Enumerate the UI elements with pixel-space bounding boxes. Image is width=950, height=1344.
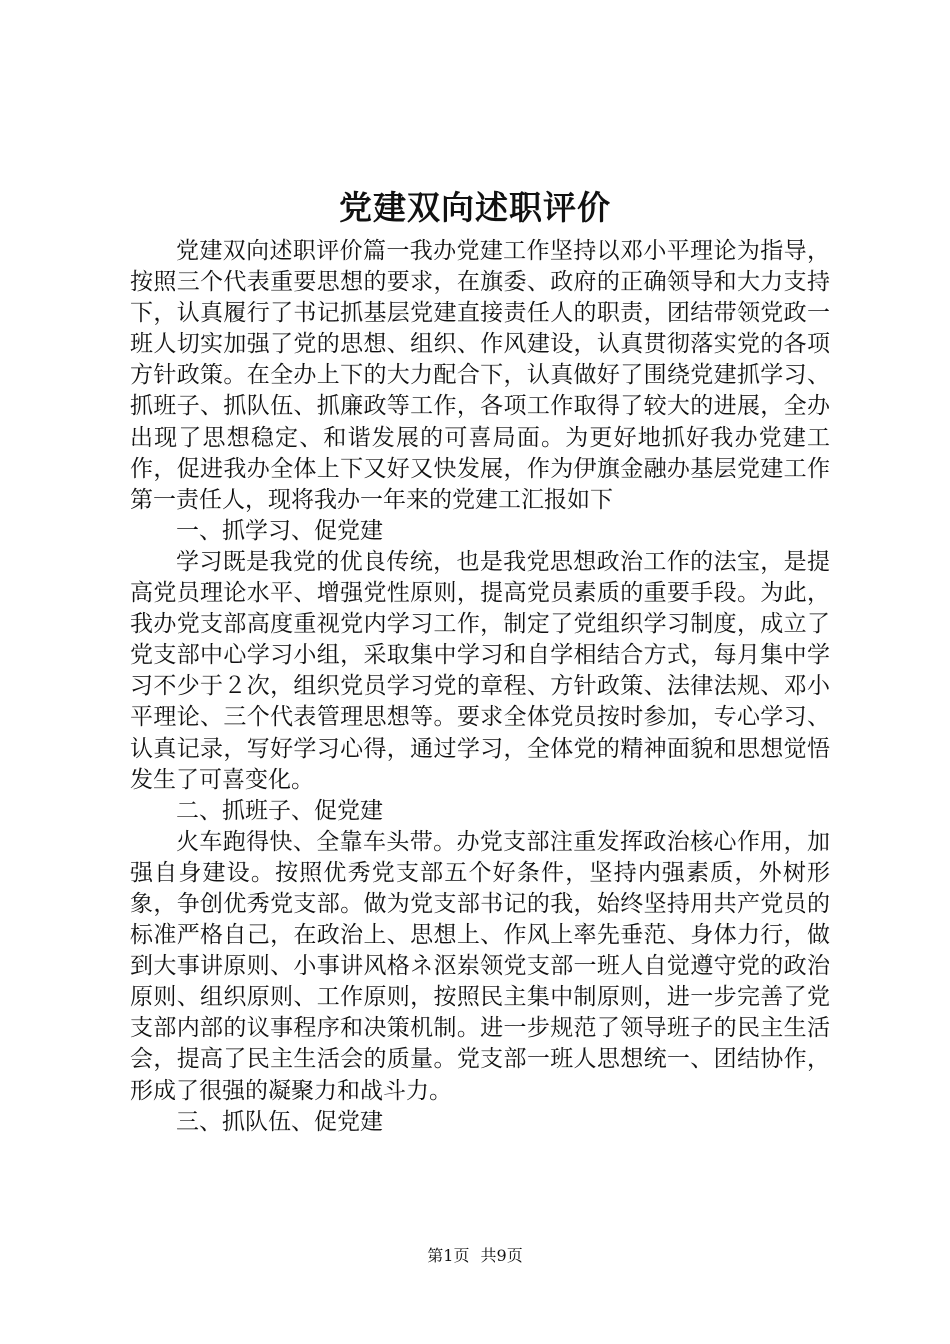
document-body [130, 236, 830, 1138]
page-footer [0, 1244, 950, 1268]
paragraph-section-1: 学习既是我党的优良传统，也是我党思想政治工作的法宝，是提高党员理论水平、增强党性原则，提高党员素质的重要手段。为此，我办党支部高度重视党内学习工作，制定了党组织学习制度，成立了党支部中心学习小组，采取集中学习和自学相结合方式，每月集中学习不少于２次，组织党员学习党的章程、方针政策、法律法规、邓小平理论、三个代表管理思想等。要求全体党员按时参加，专心学习、认真记录，写好学习心得，通过学习，全体党的精神面貌和思想觉悟发生了可喜变化。 [130, 548, 830, 793]
page-total: 共9页 [480, 1246, 523, 1265]
paragraph-section-2: 火车跑得快、全靠车头带。办党支部注重发挥政治核心作用，加强自身建设。按照优秀党支部五个好条件，坚持内强素质，外树形象，争创优秀党支部。做为党支部书记的我，始终坚持用共产党员的标准严格自己，在政治上、思想上、作风上率先垂范、身体力行，做到大事讲原则、小事讲风格ネ沤岽领党支部一班人自觉遵守党的政治原则、组织原则、工作原则，按照民主集中制原则，进一步完善了党支部内部的议事程序和决策机制。进一步规范了领导班子的民主生活会，提高了民主生活会的质量。党支部一班人思想统一、团结协作，形成了很强的凝聚力和战斗力。 [130, 828, 830, 1104]
page-number: 第1页 [427, 1246, 470, 1265]
paragraph-intro: 党建双向述职评价篇一我办党建工作坚持以邓小平理论为指导，按照三个代表重要思想的要求，在旗委、政府的正确领导和大力支持下，认真履行了书记抓基层党建直接责任人的职责，团结带领党政一班人切实加强了党的思想、组织、作风建设，认真贯彻落实党的各项方针政策。在全办上下的大力配合下，认真做好了围绕党建抓学习、抓班子、抓队伍、抓廉政等工作，各项工作取得了较大的进展，全办出现了思想稳定、和谐发展的可喜局面。为更好地抓好我办党建工作，促进我办全体上下又好又快发展，作为伊旗金融办基层党建工作第一责任人，现将我办一年来的党建工汇报如下 [130, 238, 830, 513]
document-title: 党建双向述职评价 [339, 188, 611, 227]
section-heading-3: 三、抓队伍、促党建 [176, 1108, 383, 1135]
section-heading-2: 二、抓班子、促党建 [176, 797, 383, 824]
section-heading-1: 一、抓学习、促党建 [176, 517, 383, 544]
